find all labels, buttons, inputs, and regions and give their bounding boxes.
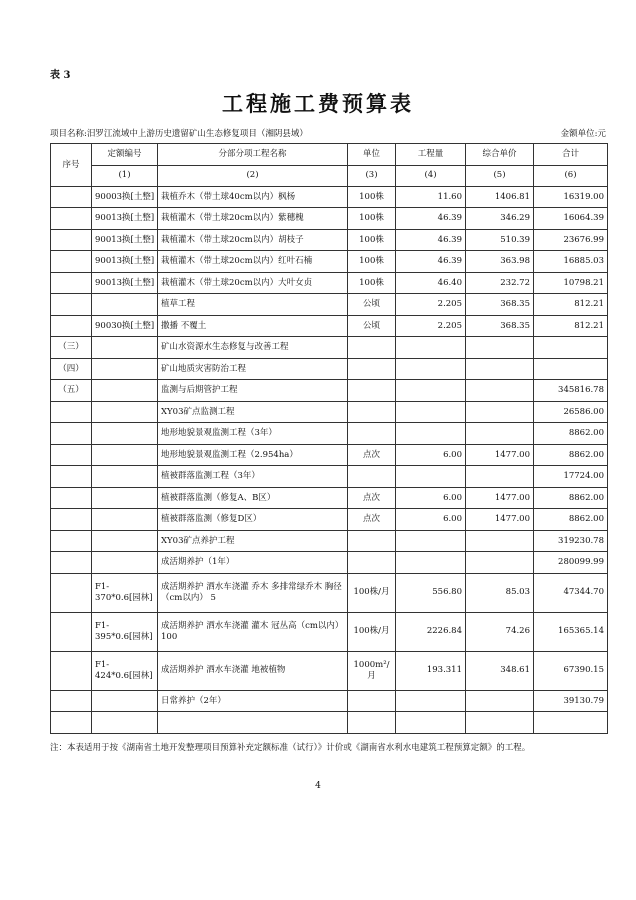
cell-price: 85.03 — [466, 573, 534, 612]
cell-name: 监测与后期管护工程 — [158, 380, 348, 402]
table-row — [51, 712, 608, 734]
cell-name: 矿山水资源水生态修复与改善工程 — [158, 337, 348, 359]
cell-name: 撒播 不覆土 — [158, 315, 348, 337]
cell-price — [466, 690, 534, 712]
cell-unit — [348, 423, 396, 445]
cell-code: F1-424*0.6[园林] — [92, 651, 158, 690]
cell-qty — [396, 337, 466, 359]
cell-price: 232.72 — [466, 272, 534, 294]
cell-price — [466, 358, 534, 380]
table-row — [51, 272, 608, 294]
cell-unit — [348, 712, 396, 734]
cell-qty: 2.205 — [396, 294, 466, 316]
cell-seq — [51, 294, 92, 316]
table-row — [51, 315, 608, 337]
cell-seq — [51, 444, 92, 466]
cell-seq — [51, 401, 92, 423]
table-number: 表 3 — [50, 70, 71, 81]
cell-name: 日常养护（2年） — [158, 690, 348, 712]
cell-price: 368.35 — [466, 294, 534, 316]
cell-code — [92, 401, 158, 423]
cell-price: 346.29 — [466, 208, 534, 230]
cell-seq — [51, 712, 92, 734]
cell-name: 植被群落监测（修复A、B区） — [158, 487, 348, 509]
cell-seq — [51, 509, 92, 531]
cell-name: 植草工程 — [158, 294, 348, 316]
header-num: (1) — [92, 165, 158, 186]
header-name: 分部分项工程名称 — [158, 144, 348, 166]
cell-unit — [348, 401, 396, 423]
cell-seq — [51, 573, 92, 612]
cell-qty — [396, 401, 466, 423]
project-name: 项目名称:汨罗江流域中上游历史遗留矿山生态修复项目（湘阴县域） — [50, 129, 308, 139]
table-row — [51, 337, 608, 359]
cell-code — [92, 509, 158, 531]
cell-seq — [51, 251, 92, 273]
cell-name: 植被群落监测工程（3年） — [158, 466, 348, 488]
cell-price — [466, 380, 534, 402]
cell-code — [92, 466, 158, 488]
cell-qty: 6.00 — [396, 487, 466, 509]
cell-seq — [51, 186, 92, 208]
cell-name: XY03矿点监测工程 — [158, 401, 348, 423]
table-row — [51, 509, 608, 531]
header-unit: 单位 — [348, 144, 396, 166]
cell-name: 成活期养护（1年） — [158, 552, 348, 574]
table-row — [51, 251, 608, 273]
cell-unit — [348, 552, 396, 574]
cell-total: 345816.78 — [534, 380, 608, 402]
table-row — [51, 530, 608, 552]
cell-qty: 11.60 — [396, 186, 466, 208]
cell-qty: 46.39 — [396, 229, 466, 251]
cell-seq — [51, 466, 92, 488]
cell-unit: 100株 — [348, 208, 396, 230]
cell-unit: 100株 — [348, 229, 396, 251]
cell-unit: 公顷 — [348, 315, 396, 337]
header-num: (2) — [158, 165, 348, 186]
cell-qty: 46.39 — [396, 208, 466, 230]
cell-qty: 556.80 — [396, 573, 466, 612]
table-row — [51, 690, 608, 712]
cell-unit — [348, 380, 396, 402]
header-code: 定额编号 — [92, 144, 158, 166]
cell-name: 栽植灌木（带土球20cm以内）紫穗槐 — [158, 208, 348, 230]
cell-price — [466, 712, 534, 734]
cell-name: 矿山地质灾害防治工程 — [158, 358, 348, 380]
cell-seq — [51, 552, 92, 574]
cell-seq — [51, 487, 92, 509]
header-num: (6) — [534, 165, 608, 186]
table-row — [51, 208, 608, 230]
cell-name: XY03矿点养护工程 — [158, 530, 348, 552]
cell-price — [466, 401, 534, 423]
cell-qty: 2226.84 — [396, 612, 466, 651]
cell-name: 栽植灌木（带土球20cm以内）红叶石楠 — [158, 251, 348, 273]
cell-unit: 点次 — [348, 487, 396, 509]
header-num: (3) — [348, 165, 396, 186]
cell-code — [92, 294, 158, 316]
table-row — [51, 186, 608, 208]
cell-price: 363.98 — [466, 251, 534, 273]
cell-total: 67390.15 — [534, 651, 608, 690]
cell-price: 1477.00 — [466, 509, 534, 531]
cell-unit: 100株 — [348, 251, 396, 273]
cell-total: 26586.00 — [534, 401, 608, 423]
cell-seq — [51, 651, 92, 690]
cell-total: 16319.00 — [534, 186, 608, 208]
cell-code — [92, 423, 158, 445]
cell-total: 10798.21 — [534, 272, 608, 294]
cell-name: 成活期养护 洒水车浇灌 灌木 冠丛高（cm以内） 100 — [158, 612, 348, 651]
table-row — [51, 380, 608, 402]
cell-code — [92, 552, 158, 574]
cell-total: 319230.78 — [534, 530, 608, 552]
budget-table — [50, 143, 608, 734]
cell-unit: 点次 — [348, 509, 396, 531]
cell-qty: 6.00 — [396, 509, 466, 531]
cell-qty: 46.39 — [396, 251, 466, 273]
cell-name: 植被群落监测（修复D区） — [158, 509, 348, 531]
cell-price — [466, 530, 534, 552]
cell-code — [92, 712, 158, 734]
cell-code — [92, 530, 158, 552]
cell-price: 510.39 — [466, 229, 534, 251]
cell-price: 1406.81 — [466, 186, 534, 208]
cell-unit: 100株/月 — [348, 573, 396, 612]
cell-unit — [348, 358, 396, 380]
cell-price: 1477.00 — [466, 444, 534, 466]
cell-total: 8862.00 — [534, 487, 608, 509]
cell-price: 1477.00 — [466, 487, 534, 509]
header-number-row — [51, 165, 608, 186]
cell-price — [466, 466, 534, 488]
table-row — [51, 358, 608, 380]
cell-unit: 100株/月 — [348, 612, 396, 651]
cell-unit: 公顷 — [348, 294, 396, 316]
cell-seq — [51, 272, 92, 294]
cell-total: 16064.39 — [534, 208, 608, 230]
cell-code: F1-395*0.6[园林] — [92, 612, 158, 651]
cell-unit: 1000m²/月 — [348, 651, 396, 690]
cell-total: 812.21 — [534, 294, 608, 316]
cell-total: 8862.00 — [534, 423, 608, 445]
cell-price — [466, 423, 534, 445]
cell-price: 74.26 — [466, 612, 534, 651]
page-title: 工程施工费预算表 — [222, 91, 414, 116]
cell-qty: 6.00 — [396, 444, 466, 466]
cell-qty: 193.311 — [396, 651, 466, 690]
cell-total: 8862.00 — [534, 509, 608, 531]
header-num: (5) — [466, 165, 534, 186]
cell-name: 栽植灌木（带土球20cm以内）大叶女贞 — [158, 272, 348, 294]
cell-code — [92, 487, 158, 509]
cell-code: 90013换[土整] — [92, 208, 158, 230]
cell-code: 90013换[土整] — [92, 272, 158, 294]
cell-qty — [396, 530, 466, 552]
amount-unit: 金额单位:元 — [560, 129, 606, 139]
table-row — [51, 573, 608, 612]
cell-unit: 100株 — [348, 272, 396, 294]
cell-total: 16885.03 — [534, 251, 608, 273]
cell-qty — [396, 423, 466, 445]
cell-seq — [51, 208, 92, 230]
cell-qty — [396, 380, 466, 402]
footnote: 注：本表适用于按《湖南省土地开发整理项目预算补充定额标准（试行）》计价或《湖南省水利水电建筑工程预算定额》的工程。 — [50, 743, 531, 753]
cell-qty: 46.40 — [396, 272, 466, 294]
cell-price: 368.35 — [466, 315, 534, 337]
cell-price: 348.61 — [466, 651, 534, 690]
table-row — [51, 294, 608, 316]
cell-code: 90003换[土整] — [92, 186, 158, 208]
cell-total: 812.21 — [534, 315, 608, 337]
header-seq: 序号 — [51, 144, 92, 187]
cell-seq — [51, 612, 92, 651]
cell-unit — [348, 690, 396, 712]
cell-price — [466, 552, 534, 574]
cell-seq — [51, 315, 92, 337]
cell-unit — [348, 337, 396, 359]
header-row — [51, 144, 608, 166]
cell-total: 165365.14 — [534, 612, 608, 651]
table-row — [51, 651, 608, 690]
table-row — [51, 612, 608, 651]
cell-seq — [51, 229, 92, 251]
cell-name: 栽植乔木（带土球40cm以内）枫杨 — [158, 186, 348, 208]
cell-total: 8862.00 — [534, 444, 608, 466]
cell-seq: （五） — [51, 380, 92, 402]
cell-unit — [348, 466, 396, 488]
cell-code: 90013换[土整] — [92, 251, 158, 273]
cell-code — [92, 690, 158, 712]
cell-qty — [396, 552, 466, 574]
cell-code — [92, 444, 158, 466]
cell-code: 90030换[土整] — [92, 315, 158, 337]
cell-code — [92, 380, 158, 402]
cell-name: 栽植灌木（带土球20cm以内）胡枝子 — [158, 229, 348, 251]
cell-total — [534, 358, 608, 380]
cell-name: 成活期养护 洒水车浇灌 地被植物 — [158, 651, 348, 690]
table-row — [51, 423, 608, 445]
cell-seq — [51, 530, 92, 552]
cell-total — [534, 712, 608, 734]
table-row — [51, 229, 608, 251]
cell-qty — [396, 358, 466, 380]
table-row — [51, 444, 608, 466]
cell-code: F1-370*0.6[园林] — [92, 573, 158, 612]
cell-price — [466, 337, 534, 359]
table-row — [51, 401, 608, 423]
cell-code — [92, 337, 158, 359]
cell-code — [92, 358, 158, 380]
cell-qty: 2.205 — [396, 315, 466, 337]
cell-seq — [51, 690, 92, 712]
cell-unit: 点次 — [348, 444, 396, 466]
header-qty: 工程量 — [396, 144, 466, 166]
cell-qty — [396, 466, 466, 488]
header-total: 合计 — [534, 144, 608, 166]
cell-unit — [348, 530, 396, 552]
table-row — [51, 466, 608, 488]
cell-unit: 100株 — [348, 186, 396, 208]
cell-total — [534, 337, 608, 359]
table-row — [51, 487, 608, 509]
cell-name: 地形地貌景观监测工程（2.954ha） — [158, 444, 348, 466]
cell-seq: （四） — [51, 358, 92, 380]
cell-name: 成活期养护 洒水车浇灌 乔木 多排常绿乔木 胸径（cm以内） 5 — [158, 573, 348, 612]
page-number: 4 — [315, 781, 321, 791]
table-row — [51, 552, 608, 574]
cell-qty — [396, 712, 466, 734]
cell-name: 地形地貌景观监测工程（3年） — [158, 423, 348, 445]
cell-seq: （三） — [51, 337, 92, 359]
cell-total: 47344.70 — [534, 573, 608, 612]
cell-total: 39130.79 — [534, 690, 608, 712]
cell-code: 90013换[土整] — [92, 229, 158, 251]
cell-name — [158, 712, 348, 734]
cell-total: 280099.99 — [534, 552, 608, 574]
cell-total: 23676.99 — [534, 229, 608, 251]
header-price: 综合单价 — [466, 144, 534, 166]
header-num: (4) — [396, 165, 466, 186]
cell-seq — [51, 423, 92, 445]
cell-qty — [396, 690, 466, 712]
cell-total: 17724.00 — [534, 466, 608, 488]
